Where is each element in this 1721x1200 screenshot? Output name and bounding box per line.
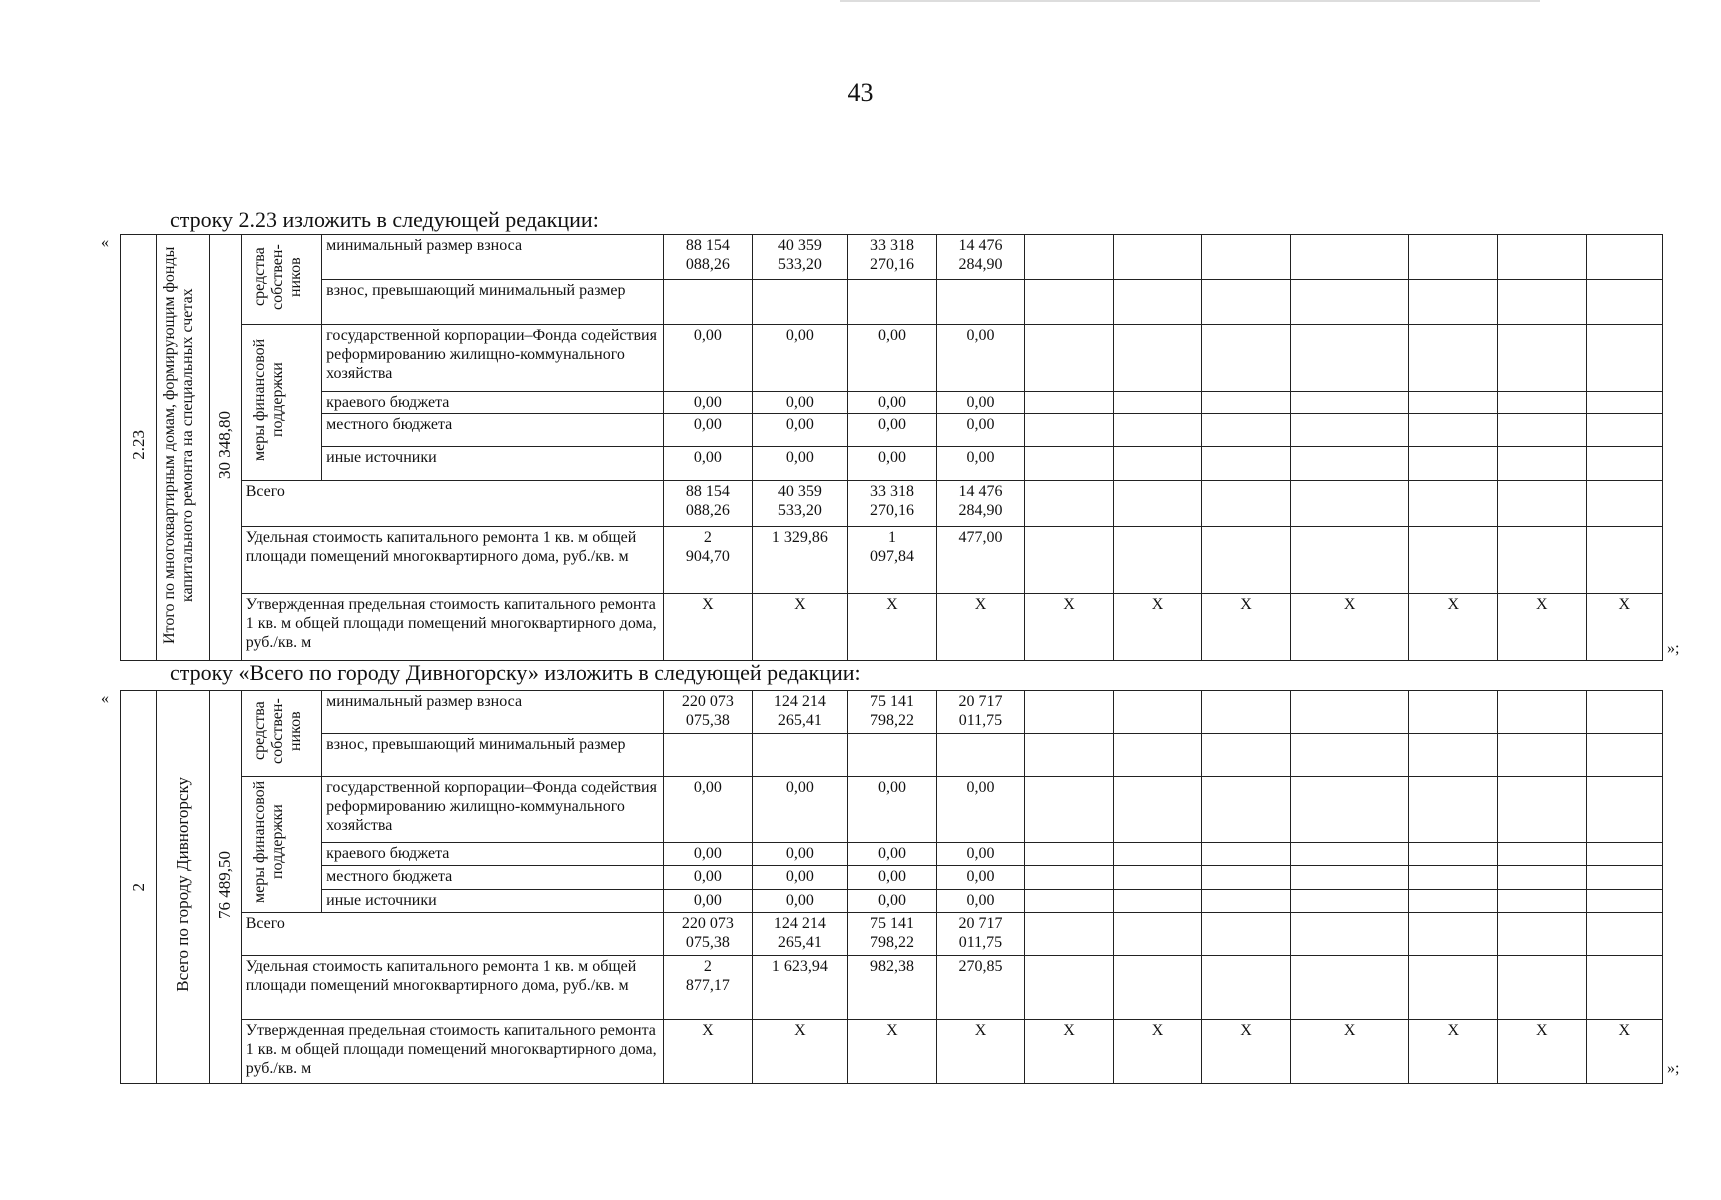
table-cell [1113,777,1202,843]
table-cell: X [1113,594,1202,661]
table-cell [1202,913,1291,956]
table-cell [1202,280,1291,325]
table-cell [1497,391,1586,413]
table-cell: 270,85 [936,956,1025,1020]
table-cell: X [1497,1020,1586,1084]
table-row [121,777,1663,843]
label-min-fee: минимальный размер взноса [322,691,664,734]
table-cell: 0,00 [936,414,1025,446]
table-cell [1497,691,1586,734]
table-cell [1290,235,1409,280]
table-cell [1586,734,1663,777]
table-cell: 0,00 [936,391,1025,413]
table-cell: X [664,594,753,661]
table-cell: X [752,1020,848,1084]
table-cell [1409,391,1498,413]
table-cell [1025,777,1114,843]
table-cell [1113,527,1202,594]
row-number: 2 [121,691,157,1084]
table-cell [1025,325,1114,392]
table-cell [848,280,937,325]
table-cell: 0,00 [752,866,848,889]
table-cell [1497,325,1586,392]
table-cell [1290,446,1409,480]
table-cell [1290,527,1409,594]
table-row [121,594,1663,661]
table-cell: 124 214 265,41 [752,691,848,734]
table-cell [1025,280,1114,325]
table-cell [1497,527,1586,594]
label-fund: государственной корпорации–Фонда содействия реформированию жилищно-коммунального хозяйства [322,777,664,843]
table-cell [1113,280,1202,325]
table-cell [664,734,753,777]
table-cell: 0,00 [752,777,848,843]
table-cell [1113,414,1202,446]
table-cell: 0,00 [752,842,848,865]
table-cell [1113,691,1202,734]
page-number: 43 [847,78,874,107]
table-row [121,734,1663,777]
table-cell: 1 097,84 [848,527,937,594]
table-cell [1025,481,1114,527]
table-cell [1586,414,1663,446]
table-cell [1290,866,1409,889]
table-row [121,691,1663,734]
table-cell [1409,866,1498,889]
section-1-instruction: строку 2.23 изложить в следующей редакции: [170,207,599,232]
table-cell [1025,734,1114,777]
table-cell [1202,481,1291,527]
table-cell [1586,446,1663,480]
table-cell [1202,527,1291,594]
table-cell: X [848,1020,937,1084]
table-cell [1025,691,1114,734]
table-cell [1025,866,1114,889]
table-cell: 477,00 [936,527,1025,594]
table-cell: X [752,594,848,661]
table-cell: 0,00 [848,325,937,392]
label-regional: краевого бюджета [322,391,664,413]
label-fund: государственной корпорации–Фонда содействия реформированию жилищно-коммунального хозяйства [322,325,664,392]
table-cell [1290,889,1409,912]
table-cell [1290,691,1409,734]
table-cell: 20 717 011,75 [936,913,1025,956]
table-cell [1290,481,1409,527]
table-cell: X [664,1020,753,1084]
row-number: 2.23 [121,235,157,661]
table-cell [1497,446,1586,480]
table-cell: 33 318 270,16 [848,235,937,280]
table-cell [1290,956,1409,1020]
table-cell: 0,00 [848,391,937,413]
table-cell [1113,325,1202,392]
table-row [121,325,1663,392]
table-cell: 982,38 [848,956,937,1020]
table-cell: 0,00 [664,889,753,912]
table-cell: X [1586,594,1663,661]
group-support: меры финансовой поддержки [241,325,321,481]
table-row [121,481,1663,527]
table-cell: 0,00 [664,414,753,446]
table-cell [1202,889,1291,912]
table-cell: X [1025,1020,1114,1084]
label-limit-cost: Утвержденная предельная стоимость капитального ремонта 1 кв. м общей площади помещений многоквартирного дома, руб./кв. м [241,1020,663,1084]
section-1-table [120,234,1663,661]
table-cell [752,734,848,777]
table-cell: X [1290,1020,1409,1084]
table-cell [936,280,1025,325]
table-cell: X [1409,594,1498,661]
table-row [121,913,1663,956]
row-title: Всего по городу Дивногорску [157,691,209,1084]
table-cell [1586,866,1663,889]
table-cell: 0,00 [752,391,848,413]
table-cell [1202,734,1291,777]
table-cell [1025,446,1114,480]
label-over-fee: взнос, превышающий минимальный размер [322,280,664,325]
table-cell [1586,691,1663,734]
table-cell: 0,00 [936,777,1025,843]
table-cell [1202,777,1291,843]
table-cell [1113,913,1202,956]
table-cell [1202,235,1291,280]
table-cell [1409,913,1498,956]
table-cell [1290,325,1409,392]
table-cell [1025,913,1114,956]
table-cell: 0,00 [936,889,1025,912]
table-cell [1025,414,1114,446]
table-cell: X [1497,594,1586,661]
section-2-quote-open: « [101,690,109,707]
table-cell [1409,734,1498,777]
label-other: иные источники [322,446,664,480]
table-cell: 0,00 [848,842,937,865]
table-cell [1409,956,1498,1020]
table-row [121,866,1663,889]
table-cell: 0,00 [848,414,937,446]
table-cell: 0,00 [848,889,937,912]
table-cell [1202,414,1291,446]
table-cell: 0,00 [664,866,753,889]
table-cell [1409,481,1498,527]
label-over-fee: взнос, превышающий минимальный размер [322,734,664,777]
table-cell: 33 318 270,16 [848,481,937,527]
table-cell: 14 476 284,90 [936,481,1025,527]
label-limit-cost: Утвержденная предельная стоимость капитального ремонта 1 кв. м общей площади помещений многоквартирного дома, руб./кв. м [241,594,663,661]
table-cell [1586,325,1663,392]
table-cell [1113,391,1202,413]
table-cell [1290,391,1409,413]
table-cell [1409,414,1498,446]
table-cell [1409,235,1498,280]
table-cell: 0,00 [936,446,1025,480]
table-cell [1497,889,1586,912]
table-cell: X [1202,1020,1291,1084]
table-row [121,446,1663,480]
table-cell: 40 359 533,20 [752,481,848,527]
label-local: местного бюджета [322,414,664,446]
table-cell [1113,734,1202,777]
group-owners: средства собствен-ников [241,691,321,777]
label-local: местного бюджета [322,866,664,889]
table-cell: X [848,594,937,661]
table-cell [936,734,1025,777]
table-row [121,414,1663,446]
label-total: Всего [241,481,663,527]
table-cell [1202,956,1291,1020]
table-cell [1586,391,1663,413]
table-cell [1586,913,1663,956]
table-cell [1586,889,1663,912]
table-cell [1409,691,1498,734]
section-2-quote-close: »; [1667,1060,1680,1077]
table-cell [1409,889,1498,912]
table-cell: X [1025,594,1114,661]
table-cell [1497,842,1586,865]
table-cell: X [1290,594,1409,661]
table-cell [1113,481,1202,527]
table-cell: 0,00 [664,777,753,843]
section-1-quote-close: »; [1667,640,1680,657]
table-cell [1025,235,1114,280]
table-cell [1202,446,1291,480]
table-cell [1586,842,1663,865]
table-cell [1025,391,1114,413]
table-cell: 40 359 533,20 [752,235,848,280]
table-cell [1409,280,1498,325]
label-total: Всего [241,913,663,956]
label-unit-cost: Удельная стоимость капитального ремонта 1 кв. м общей площади помещений многоквартирного дома, руб./кв. м [241,956,663,1020]
table-cell: X [1586,1020,1663,1084]
table-cell [1497,866,1586,889]
table-cell: 0,00 [752,414,848,446]
section-1-quote-open: « [101,234,109,251]
group-owners: средства собствен-ников [241,235,321,325]
table-cell: 0,00 [936,325,1025,392]
table-cell [1202,391,1291,413]
table-cell [1025,956,1114,1020]
table-cell [848,734,937,777]
table-cell [1497,956,1586,1020]
table-cell: 0,00 [664,446,753,480]
label-unit-cost: Удельная стоимость капитального ремонта 1 кв. м общей площади помещений многоквартирного дома, руб./кв. м [241,527,663,594]
table-cell [1113,956,1202,1020]
table-cell [1497,913,1586,956]
table-cell [664,280,753,325]
label-min-fee: минимальный размер взноса [322,235,664,280]
table-row [121,280,1663,325]
table-cell: 1 329,86 [752,527,848,594]
table-cell [1586,235,1663,280]
table-cell [1586,956,1663,1020]
table-cell [1586,481,1663,527]
table-cell [1290,414,1409,446]
table-cell: 220 073 075,38 [664,691,753,734]
table-cell [1586,280,1663,325]
table-cell [1290,734,1409,777]
table-cell [1497,414,1586,446]
row-area: 30 348,80 [209,235,241,661]
table-cell [1025,842,1114,865]
table-row [121,889,1663,912]
table-cell [1409,842,1498,865]
table-cell [1409,777,1498,843]
table-row [121,527,1663,594]
table-cell [1497,734,1586,777]
table-cell: 0,00 [664,325,753,392]
table-cell [1290,280,1409,325]
table-cell [1113,235,1202,280]
table-cell [1202,842,1291,865]
table-cell: 0,00 [664,842,753,865]
section-2-table [120,690,1663,1084]
group-support: меры финансовой поддержки [241,777,321,913]
table-cell: 88 154 088,26 [664,481,753,527]
table-cell: 0,00 [936,842,1025,865]
table-cell [1113,866,1202,889]
table-cell [1113,889,1202,912]
table-cell: X [936,1020,1025,1084]
table-cell [1409,325,1498,392]
table-cell: 0,00 [936,866,1025,889]
table-cell: 0,00 [848,446,937,480]
table-cell: 14 476 284,90 [936,235,1025,280]
table-cell [1290,842,1409,865]
table-cell: X [1202,594,1291,661]
table-cell: 2 904,70 [664,527,753,594]
table-cell: 20 717 011,75 [936,691,1025,734]
table-cell [1497,235,1586,280]
section-2-instruction: строку «Всего по городу Дивногорску» изложить в следующей редакции: [170,660,861,685]
table-cell [1409,446,1498,480]
table-cell: X [936,594,1025,661]
table-row [121,1020,1663,1084]
table-row [121,391,1663,413]
table-cell [1202,866,1291,889]
table-cell: 75 141 798,22 [848,691,937,734]
table-cell [1497,777,1586,843]
table-cell: 0,00 [752,446,848,480]
table-row [121,842,1663,865]
table-cell [1586,777,1663,843]
table-row [121,956,1663,1020]
table-cell: X [1409,1020,1498,1084]
table-cell [752,280,848,325]
table-cell [1497,280,1586,325]
table-cell: 0,00 [848,777,937,843]
table-cell: 0,00 [752,325,848,392]
table-cell [1586,527,1663,594]
table-cell [1290,777,1409,843]
table-cell [1025,889,1114,912]
table-cell: 1 623,94 [752,956,848,1020]
table-cell [1290,913,1409,956]
table-cell [1113,446,1202,480]
table-cell: 220 073 075,38 [664,913,753,956]
table-cell [1202,325,1291,392]
table-cell: 0,00 [664,391,753,413]
table-cell: 124 214 265,41 [752,913,848,956]
table-cell: 75 141 798,22 [848,913,937,956]
table-cell: 0,00 [848,866,937,889]
table-cell: 2 877,17 [664,956,753,1020]
label-other: иные источники [322,889,664,912]
label-regional: краевого бюджета [322,842,664,865]
table-cell [1113,842,1202,865]
row-title: Итого по многоквартирным домам, формирующим фонды капитального ремонта на специальных счетах [157,235,209,661]
table-cell [1409,527,1498,594]
table-cell [1497,481,1586,527]
row-area: 76 489,50 [209,691,241,1084]
table-cell: 88 154 088,26 [664,235,753,280]
table-cell [1025,527,1114,594]
table-cell: X [1113,1020,1202,1084]
table-row [121,235,1663,280]
table-cell: 0,00 [752,889,848,912]
table-cell [1202,691,1291,734]
